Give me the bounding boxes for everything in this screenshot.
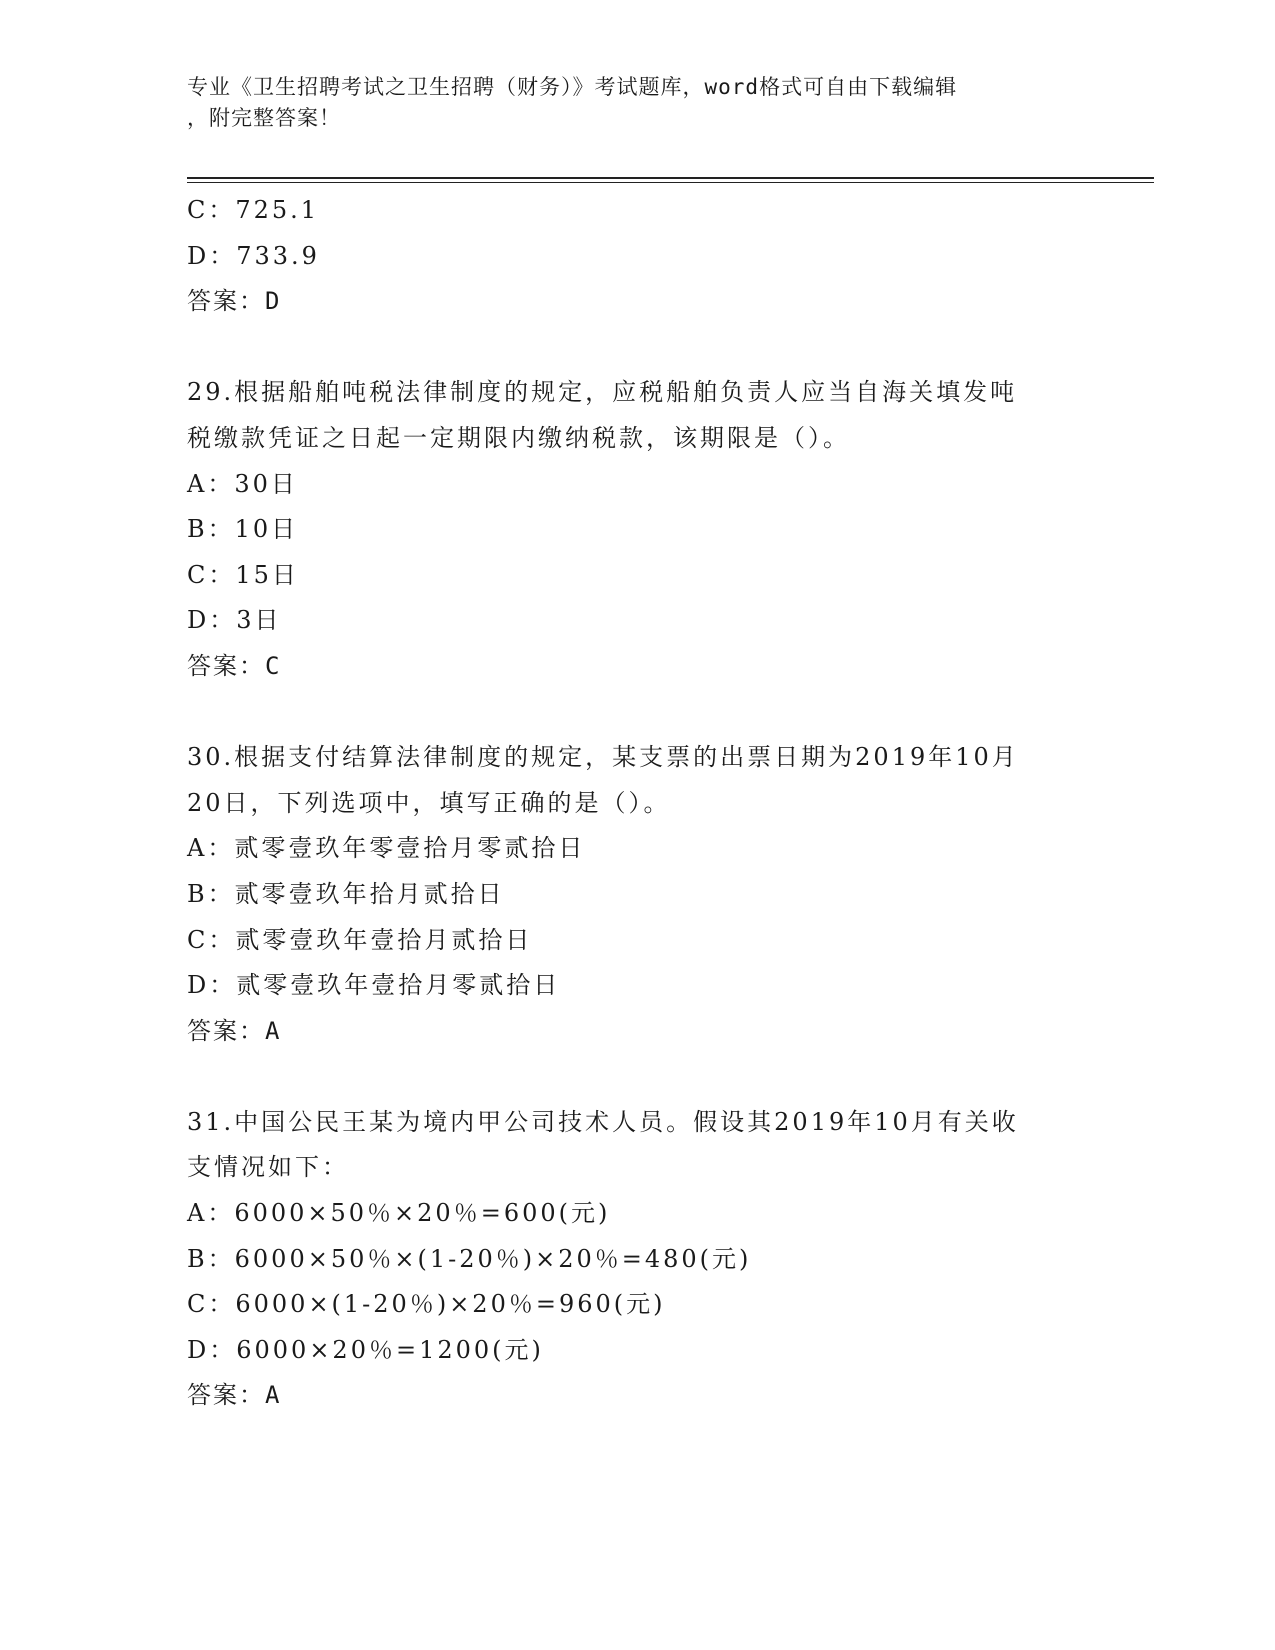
- option-a: A：6000×50％×20％=600(元): [187, 1199, 611, 1228]
- question-stem-line: 29.根据船舶吨税法律制度的规定，应税船舶负责人应当自海关填发吨: [187, 378, 1018, 407]
- option-c: C：725.1: [187, 196, 320, 224]
- spacer: [187, 325, 1087, 371]
- question-stem-line: 30.根据支付结算法律制度的规定，某支票的出票日期为2019年10月: [187, 743, 1019, 772]
- question-stem-line: 支情况如下：: [187, 1153, 349, 1182]
- question-stem-line: 税缴款凭证之日起一定期限内缴纳税款，该期限是（）。: [187, 423, 850, 452]
- header-divider-thin: [187, 182, 1154, 183]
- spacer: [187, 690, 1087, 736]
- question-stem-line: 31.中国公民王某为境内甲公司技术人员。假设其2019年10月有关收: [187, 1107, 1019, 1136]
- previous-question-tail: [187, 188, 1087, 325]
- question-list: [187, 188, 1087, 1419]
- option-a: A：贰零壹玖年零壹拾月零贰拾日: [187, 834, 586, 863]
- question-stem-line: 20日，下列选项中，填写正确的是（）。: [187, 788, 671, 817]
- option-d: D：6000×20％=1200(元): [187, 1335, 544, 1364]
- answer-line: 答案：D: [187, 287, 282, 316]
- option-c: C：15日: [187, 560, 299, 589]
- answer-line: 答案：A: [187, 1016, 282, 1045]
- option-b: B：6000×50％×(1-20％)×20％=480(元): [187, 1244, 752, 1273]
- option-b: B：贰零壹玖年拾月贰拾日: [187, 879, 505, 908]
- question-29: [187, 370, 1087, 689]
- option-b: B：10日: [187, 515, 299, 544]
- answer-line: 答案：C: [187, 651, 282, 680]
- option-c: C：6000×(1-20％)×20％=960(元): [187, 1290, 666, 1319]
- header-line-2: ，附完整答案！: [187, 106, 341, 130]
- option-d: D：733.9: [187, 241, 320, 270]
- answer-line: 答案：A: [187, 1381, 282, 1410]
- question-30: [187, 735, 1087, 1054]
- header-line-1: 专业《卫生招聘考试之卫生招聘（财务）》考试题库，word格式可自由下载编辑: [187, 75, 958, 99]
- option-c: C：贰零壹玖年壹拾月贰拾日: [187, 925, 533, 954]
- question-31: [187, 1100, 1087, 1419]
- header-divider-thick: [187, 177, 1154, 179]
- document-header: [187, 72, 1067, 134]
- option-d: D：3日: [187, 606, 282, 635]
- option-d: D：贰零壹玖年壹拾月零贰拾日: [187, 971, 561, 1000]
- spacer: [187, 1054, 1087, 1100]
- option-a: A：30日: [187, 469, 298, 498]
